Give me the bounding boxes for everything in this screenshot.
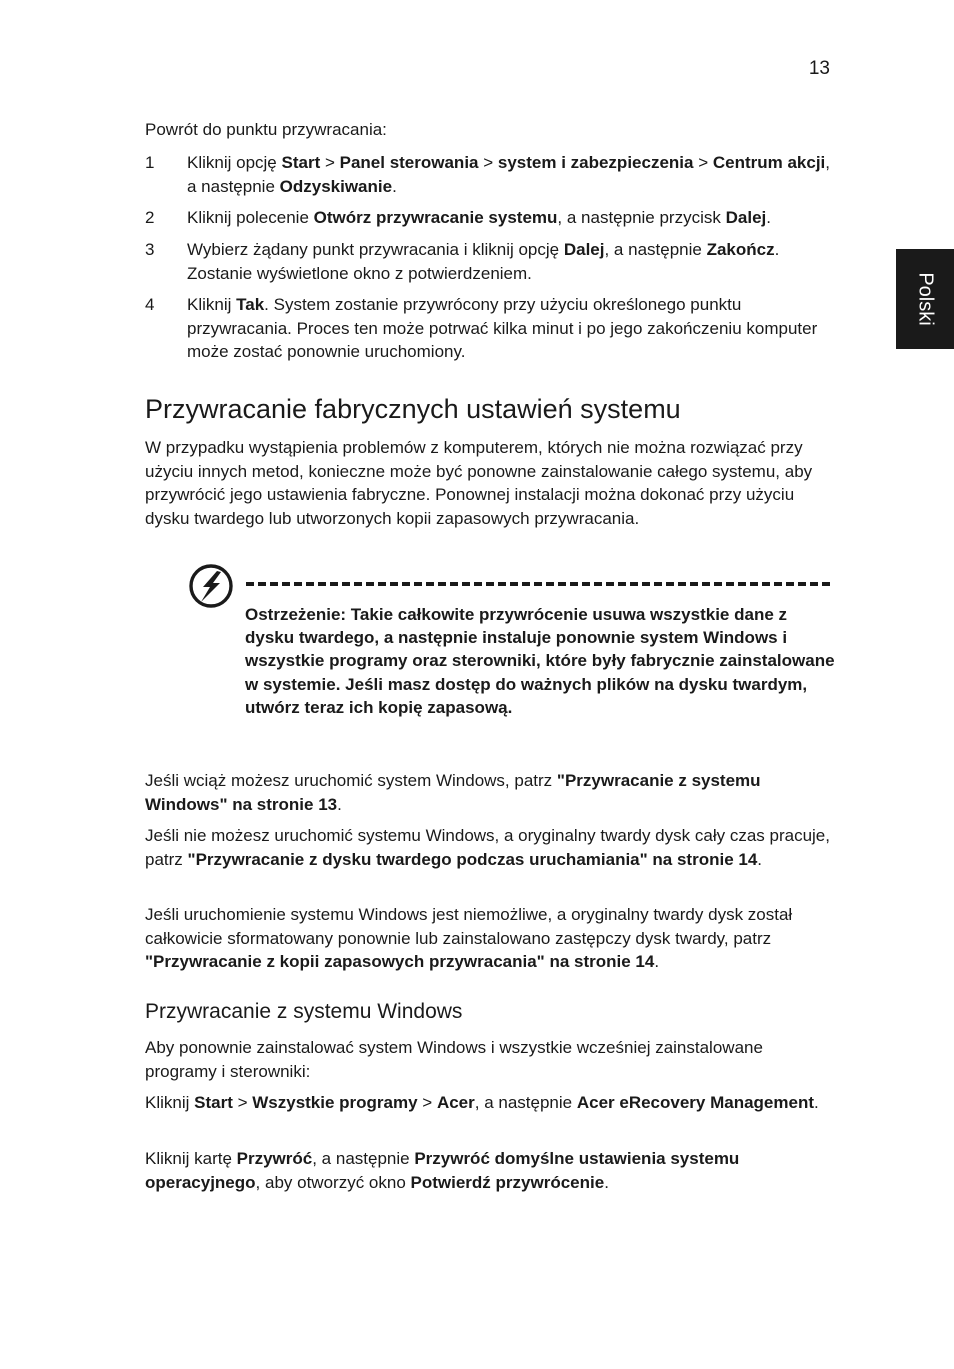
list-item-text: Wybierz żądany punkt przywracania i kliknij opcję Dalej, a następnie Zakończ. Zostanie wyświetlone okno z potwierdzeniem. [187, 240, 780, 283]
list-item-number: 2 [145, 208, 155, 227]
bold-run: Tak [236, 295, 265, 314]
option-paragraph: Jeśli uruchomienie systemu Windows jest niemożliwe, a oryginalny twardy dysk został całkowicie sformatowany ponownie lub zainstalowano zastępczy dysk twardy, patrz "Przywracanie z kopii zapasowych przywracania" na stronie 14. [145, 905, 793, 971]
language-tab-label: Polski [914, 272, 937, 326]
bold-run: Odzyskiwanie [279, 176, 393, 196]
bold-run: Przywróć domyślne ustawienia systemu operacyjnego [145, 1149, 740, 1192]
language-tab [896, 249, 954, 349]
option-paragraph: Jeśli nie możesz uruchomić systemu Windows, a oryginalny twardy dysk cały czas pracuje, patrz "Przywracanie z dysku twardego podczas uruchamiania" na stronie 14. [145, 826, 830, 869]
bold-run: Przywróć [236, 1149, 313, 1168]
bold-run: Dalej [563, 240, 605, 259]
bold-run: system i zabezpieczenia [497, 153, 694, 172]
lightning-bolt-warning-icon [188, 562, 236, 610]
bold-run: Wszystkie programy [252, 1093, 418, 1112]
bold-run: Centrum akcji [712, 153, 826, 172]
list-item-text: Kliknij polecenie Otwórz przywracanie systemu, a następnie przycisk Dalej. [187, 208, 771, 227]
list-item-text: Kliknij Tak. System zostanie przywrócony przy użyciu określonego punktu przywracania. Proces ten może potrwać kilka minut i po jego zakończeniu komputer może zostać ponownie uruchomiony. [187, 295, 818, 361]
bold-run: Acer eRecovery Management [576, 1093, 815, 1112]
bold-run: Dalej [725, 208, 767, 227]
bold-run: Start [194, 1093, 233, 1112]
subsection-paragraph: Kliknij Start > Wszystkie programy > Acer, a następnie Acer eRecovery Management. [145, 1093, 819, 1112]
section-intro: W przypadku wystąpienia problemów z komputerem, których nie można rozwiązać przy użyciu innych metod, konieczne może być ponowne zainstalowanie całego systemu, aby przywrócić jego ustawienia fabryczne. Ponownej instalacji można dokonać przy użyciu dysku twardego lub utworzonych kopii zapasowych przywracania. [145, 438, 813, 528]
subsection-title: Przywracanie z systemu Windows [145, 1000, 463, 1023]
restore-point-intro: Powrót do punktu przywracania: [145, 120, 387, 139]
section-title: Przywracanie fabrycznych ustawień systemu [145, 394, 681, 424]
subsection-paragraph: Kliknij kartę Przywróć, a następnie Przywróć domyślne ustawienia systemu operacyjnego, aby otworzyć okno Potwierdź przywrócenie. [145, 1149, 740, 1192]
list-item-number: 3 [145, 240, 155, 259]
warning-text: Ostrzeżenie: Takie całkowite przywrócenie usuwa wszystkie dane z dysku twardego, a następnie instaluje ponownie system Windows i wszystkie programy oraz sterowniki, które były fabrycznie zainstalowane w systemie. Jeśli masz dostęp do ważnych plików na dysku twardym, utwórz teraz ich kopię zapasową. [245, 605, 835, 717]
option-paragraph: Jeśli wciąż możesz uruchomić system Windows, patrz "Przywracanie z systemu Windows" na stronie 13. [145, 771, 761, 814]
bold-run: Acer [436, 1093, 475, 1112]
bold-run: Zakończ [706, 240, 775, 259]
bold-run: Start [281, 153, 321, 172]
list-item-number: 1 [145, 153, 155, 172]
list-item-number: 4 [145, 295, 155, 314]
list-item-text: Kliknij opcję Start > Panel sterowania > system i zabezpieczenia > Centrum akcji, a następnie Odzyskiwanie. [187, 153, 831, 196]
subsection-paragraph: Aby ponownie zainstalować system Windows i wszystkie wcześniej zainstalowane programy i sterowniki: [145, 1038, 763, 1081]
bold-run: Potwierdź przywrócenie [410, 1172, 605, 1192]
bold-run: "Przywracanie z dysku twardego podczas uruchamiania" na stronie 14 [187, 849, 758, 869]
page-number: 13 [808, 58, 830, 79]
bold-run: "Przywracanie z systemu Windows" na stronie 13 [145, 771, 761, 814]
bold-run: Panel sterowania [339, 153, 479, 172]
warning-divider [246, 582, 830, 586]
bold-run: "Przywracanie z kopii zapasowych przywracania" na stronie 14 [145, 952, 655, 971]
bold-run: Otwórz przywracanie systemu [313, 208, 558, 227]
